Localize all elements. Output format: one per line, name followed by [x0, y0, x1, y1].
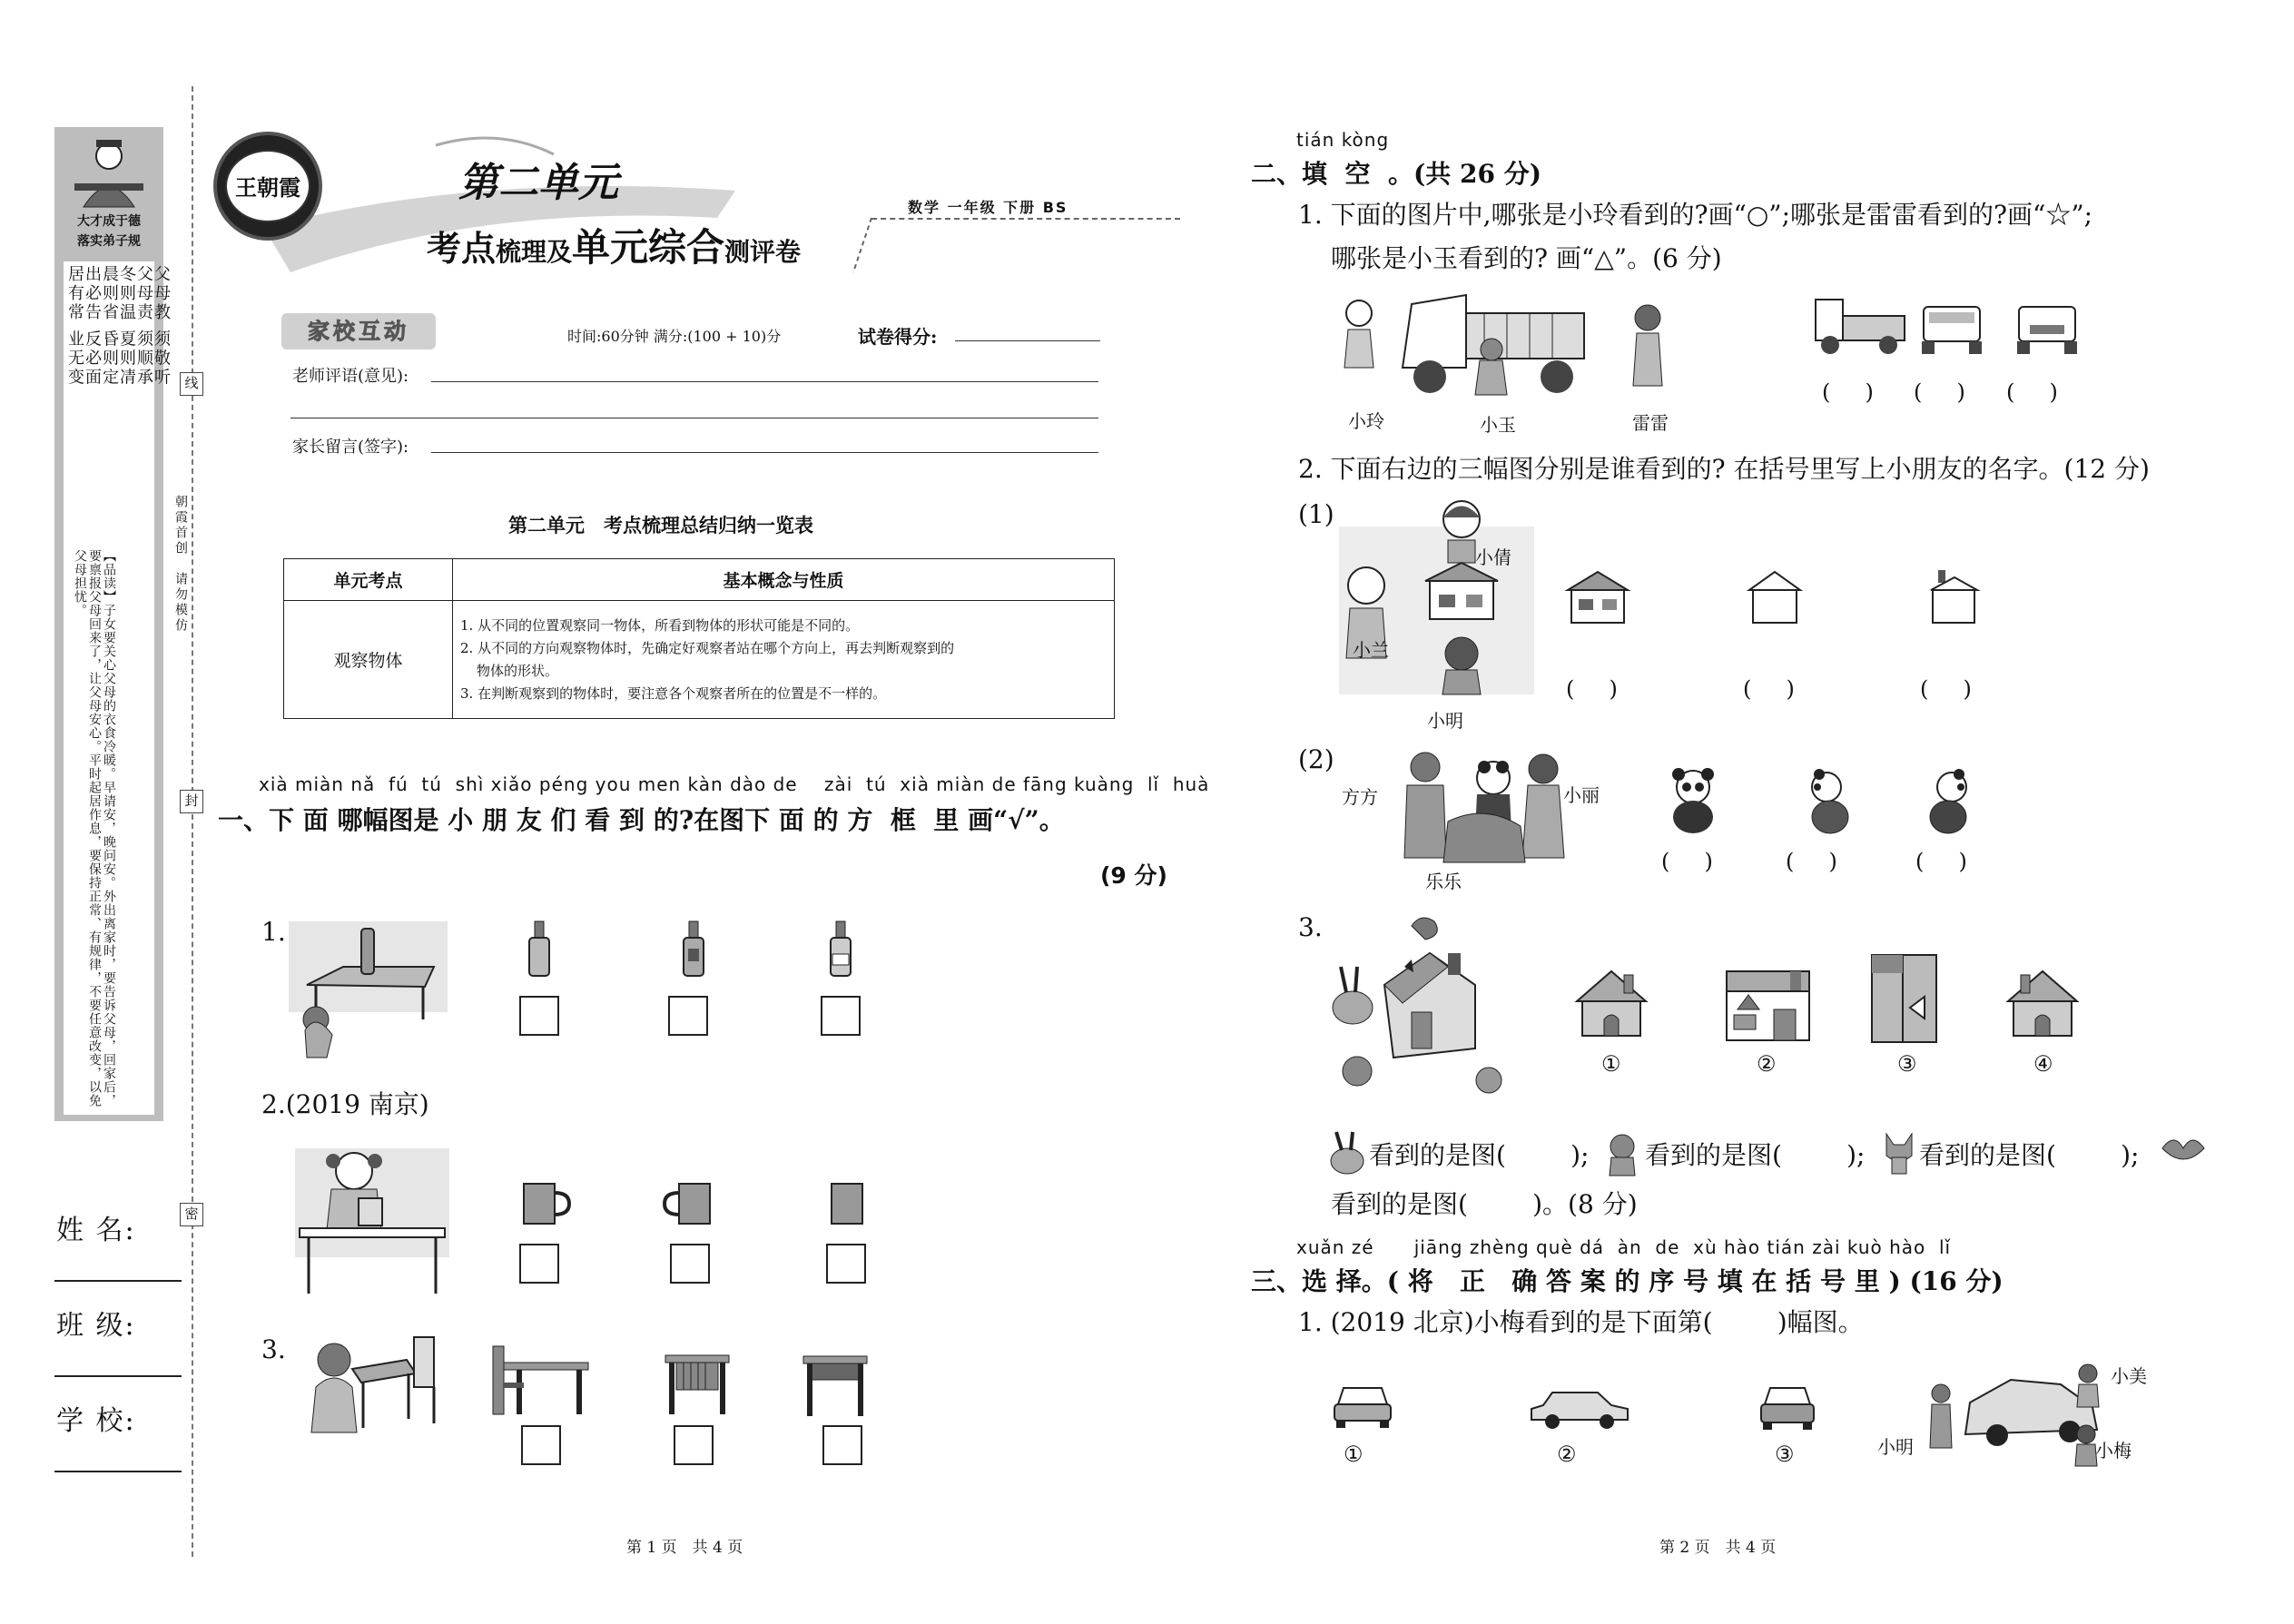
summary-table: [283, 558, 1115, 719]
s2q2-name-fangfang: 方方: [1342, 786, 1378, 808]
panda-view-side: [1805, 767, 1855, 835]
q1-answer-box-3[interactable]: [821, 996, 861, 1036]
panda-view-front: [1666, 767, 1720, 835]
name-field[interactable]: [54, 1280, 182, 1282]
house-choice-3: [1870, 953, 1938, 1044]
s2-q1-line1: 1. 下面的图片中,哪张是小玲看到的?画“○”;哪张是雷雷看到的?画“☆”;: [1298, 200, 2093, 230]
s2q3-answer-monkey[interactable]: 看到的是图( );: [1645, 1140, 1866, 1170]
motto-top: 大才成于德 落实弟子规: [77, 214, 141, 249]
s3-q1-text: 1. (2019 北京)小梅看到的是下面第( )幅图。: [1298, 1307, 1864, 1337]
page2-footer: 第 2 页 共 4 页: [1659, 1539, 1777, 1557]
score-field[interactable]: [955, 340, 1100, 341]
bird-icon: [2161, 1130, 2206, 1171]
cup-view-3: [829, 1182, 865, 1227]
choice-label-4: ④: [2033, 1051, 2053, 1077]
s2-q2-text: 2. 下面右边的三幅图分别是谁看到的? 在括号里写上小朋友的名字。(12 分): [1298, 454, 2150, 484]
bottle-view-1: [527, 921, 552, 978]
s3-name-xiaomei2: 小梅: [2095, 1440, 2132, 1462]
car-view-side: [1530, 1389, 1629, 1430]
house-choice-1: [1575, 969, 1648, 1038]
cut-mark-3: 密: [180, 1203, 203, 1226]
kids-truck-scene: [1339, 286, 1675, 422]
s2q2b-answer-2[interactable]: ( ): [1786, 849, 1837, 874]
score-label: 试卷得分:: [858, 326, 938, 348]
kids-panda-scene: [1393, 749, 1575, 867]
section1-pinyin: xià miàn nǎ fú tú shì xiǎo péng you men kàn dào de zài tú xià miàn de fāng kuàng lǐ huà: [259, 773, 1210, 795]
s2q3-answer-bird[interactable]: 看到的是图( )。(8 分): [1331, 1189, 1638, 1219]
school-label: 学 校:: [56, 1405, 136, 1437]
section3-title: 三、选 择。( 将 正 确 答 案 的 序 号 填 在 括 号 里 ) (16 分): [1251, 1266, 2004, 1296]
bottle-view-3: [828, 921, 853, 978]
choice-label-1: ①: [1601, 1051, 1621, 1077]
parent-note-label: 家长留言(签字):: [292, 438, 409, 457]
s2q3-answer-rabbit[interactable]: 看到的是图( );: [1369, 1140, 1590, 1170]
section1-score: (9 分): [1100, 862, 1167, 889]
subject-meta: 数学 一年级 下册 BS: [908, 199, 1068, 216]
girl-table-cup-scene: [295, 1148, 449, 1298]
s2-q1-line2: 哪张是小玉看到的? 画“△”。(6 分): [1331, 243, 1722, 273]
car-view-back: [1759, 1384, 1816, 1434]
s2q2b-answer-3[interactable]: ( ): [1915, 849, 1967, 874]
s3-name-xiaoming: 小明: [1877, 1436, 1914, 1458]
col-header-concept: 基本概念与性质: [453, 559, 1115, 601]
s1-q1-label: 1.: [261, 917, 286, 947]
s2q2-name-xiaoming: 小明: [1427, 710, 1463, 732]
logo-inner: 王朝霞: [225, 150, 310, 222]
kids-house-scene: [1339, 499, 1534, 694]
parent-note-field[interactable]: [431, 452, 1098, 453]
house-view-3: [1929, 570, 1979, 625]
q1-answer-box-2[interactable]: [668, 996, 708, 1036]
s2q2-answer-1[interactable]: ( ): [1566, 676, 1618, 702]
bottle-view-2: [681, 921, 706, 978]
q2-answer-box-3[interactable]: [826, 1244, 866, 1284]
s2q2b-answer-1[interactable]: ( ): [1661, 849, 1713, 874]
q3-answer-box-1[interactable]: [521, 1425, 561, 1465]
reading-text: 【品读】子女要关心父母的衣食冷暖。早请安，晚问安。外出离家时，要告诉父母，回家后，要禀报父母回来了，让父母安心。平时起居作息，要保持正常、有规律，不要任意改变，以免父母担忧。: [73, 549, 116, 1107]
s2q2-name-xiaoli: 小丽: [1563, 784, 1600, 806]
animals-house-scene: [1321, 912, 1521, 1107]
chair-view-1: [493, 1346, 588, 1414]
s2q2-answer-3[interactable]: ( ): [1920, 676, 1972, 702]
home-school-badge: 家校互动: [281, 313, 436, 349]
cut-mark-2: 封: [180, 790, 203, 813]
name-label: 姓 名:: [56, 1215, 136, 1246]
girl-table-chair-scene: [307, 1333, 443, 1437]
monkey-icon: [1600, 1130, 1642, 1176]
topic-cell: 观察物体: [284, 601, 453, 719]
section2-title: 二、填 空 。(共 26 分): [1251, 159, 1541, 189]
rabbit-icon: [1325, 1130, 1367, 1176]
s2q2-name-xiaoqian: 小倩: [1475, 546, 1511, 568]
section2-pinyin: tián kòng: [1296, 129, 1390, 151]
s3-label-2: ②: [1557, 1442, 1577, 1467]
time-score: 时间:60分钟 满分:(100 + 10)分: [567, 328, 782, 345]
meta-dash: [871, 218, 1180, 220]
s2-q2-sub2: (2): [1298, 744, 1334, 774]
teacher-comment-label: 老师评语(意见):: [292, 367, 409, 386]
chair-view-2: [665, 1346, 729, 1414]
school-field[interactable]: [54, 1471, 182, 1472]
concept-cell: 1. 从不同的位置观察同一物体，所看到物体的形状可能是不同的。 2. 从不同的方向观察物体时，先确定好观察者站在哪个方向上，再去判断观察到的 物体的形状。 3. 在判断观察到的物体时，要注意各个观察者所在的位置是不一样的。: [453, 601, 1115, 719]
class-label: 班 级:: [56, 1310, 136, 1342]
page1-footer: 第 1 页 共 4 页: [626, 1539, 743, 1557]
truck-view-back: [1920, 307, 1984, 357]
s1-q3-label: 3.: [261, 1334, 286, 1364]
unit-title: 第二单元: [458, 160, 618, 206]
section3-pinyin: xuǎn zé jiāng zhèng què dá àn de xù hào tián zài kuò hào lǐ: [1296, 1236, 1952, 1258]
rules-text: 父母教 须敬听 父母责 须顺承 冬则温 夏则凊 晨则省 昏则定 出必告 反必面 居有常 业无变: [65, 265, 171, 388]
cup-view-1: [520, 1182, 570, 1227]
s2q2-name-xiaolan: 小兰: [1353, 639, 1389, 661]
class-field[interactable]: [54, 1375, 182, 1377]
truck-view-side: [1816, 300, 1906, 359]
s2q1-answer-1[interactable]: ( ): [1822, 379, 1874, 405]
cup-view-2: [663, 1182, 713, 1227]
house-view-2: [1748, 570, 1802, 625]
chair-view-3: [803, 1353, 867, 1416]
girl-table-bottle-scene: [289, 921, 448, 1067]
s3-label-1: ①: [1344, 1442, 1364, 1467]
car-view-front: [1333, 1384, 1393, 1430]
s2-q2-sub1: (1): [1298, 499, 1334, 529]
house-choice-2: [1725, 969, 1811, 1042]
house-choice-4: [2006, 969, 2079, 1038]
cut-line: [192, 86, 193, 1557]
s2-q3-label: 3.: [1298, 912, 1323, 942]
truck-view-front: [2015, 307, 2079, 357]
exam-subtitle: 考点梳理及单元综合测评卷: [427, 225, 802, 270]
s2q3-answer-cat[interactable]: 看到的是图( );: [1919, 1140, 2140, 1170]
s2q1-name-xiaoling: 小玲: [1348, 410, 1384, 432]
cut-mark-1: 线: [180, 372, 203, 396]
s2q2-answer-2[interactable]: ( ): [1743, 676, 1795, 702]
q3-answer-box-2[interactable]: [674, 1425, 714, 1465]
s2q1-answer-3[interactable]: ( ): [2006, 379, 2058, 405]
q2-answer-box-1[interactable]: [519, 1244, 559, 1284]
copyright-note: 朝霞首创 请勿模仿: [173, 495, 188, 634]
s2q1-name-xiaoyu: 小玉: [1480, 414, 1516, 436]
q2-answer-box-2[interactable]: [670, 1244, 710, 1284]
panda-view-side-2: [1925, 767, 1974, 835]
q1-answer-box-1[interactable]: [519, 996, 559, 1036]
choice-label-3: ③: [1897, 1051, 1917, 1077]
kids-car-scene: [1925, 1357, 2106, 1466]
choice-label-2: ②: [1757, 1051, 1777, 1077]
teacher-comment-field[interactable]: [431, 381, 1098, 382]
s2q1-name-leilei: 雷雷: [1632, 412, 1669, 434]
cat-icon: [1881, 1130, 1917, 1176]
section1-title: 一、下 面 哪幅图是 小 朋 友 们 看 到 的?在图下 面 的 方 框 里 画“√”。: [218, 805, 1065, 835]
q3-answer-box-3[interactable]: [822, 1425, 862, 1465]
s2q1-answer-2[interactable]: ( ): [1914, 379, 1965, 405]
s1-q2-label: 2.(2019 南京): [261, 1089, 429, 1119]
house-view-1: [1566, 570, 1629, 625]
s2q2-name-lele: 乐乐: [1425, 871, 1462, 892]
col-header-topic: 单元考点: [284, 559, 453, 601]
summary-title: 第二单元 考点梳理总结归纳一览表: [508, 514, 813, 536]
scholar-illustration: [65, 136, 153, 209]
meta-slash: [853, 218, 890, 272]
s3-name-xiaomei: 小美: [2111, 1365, 2147, 1387]
s3-label-3: ③: [1775, 1442, 1795, 1467]
